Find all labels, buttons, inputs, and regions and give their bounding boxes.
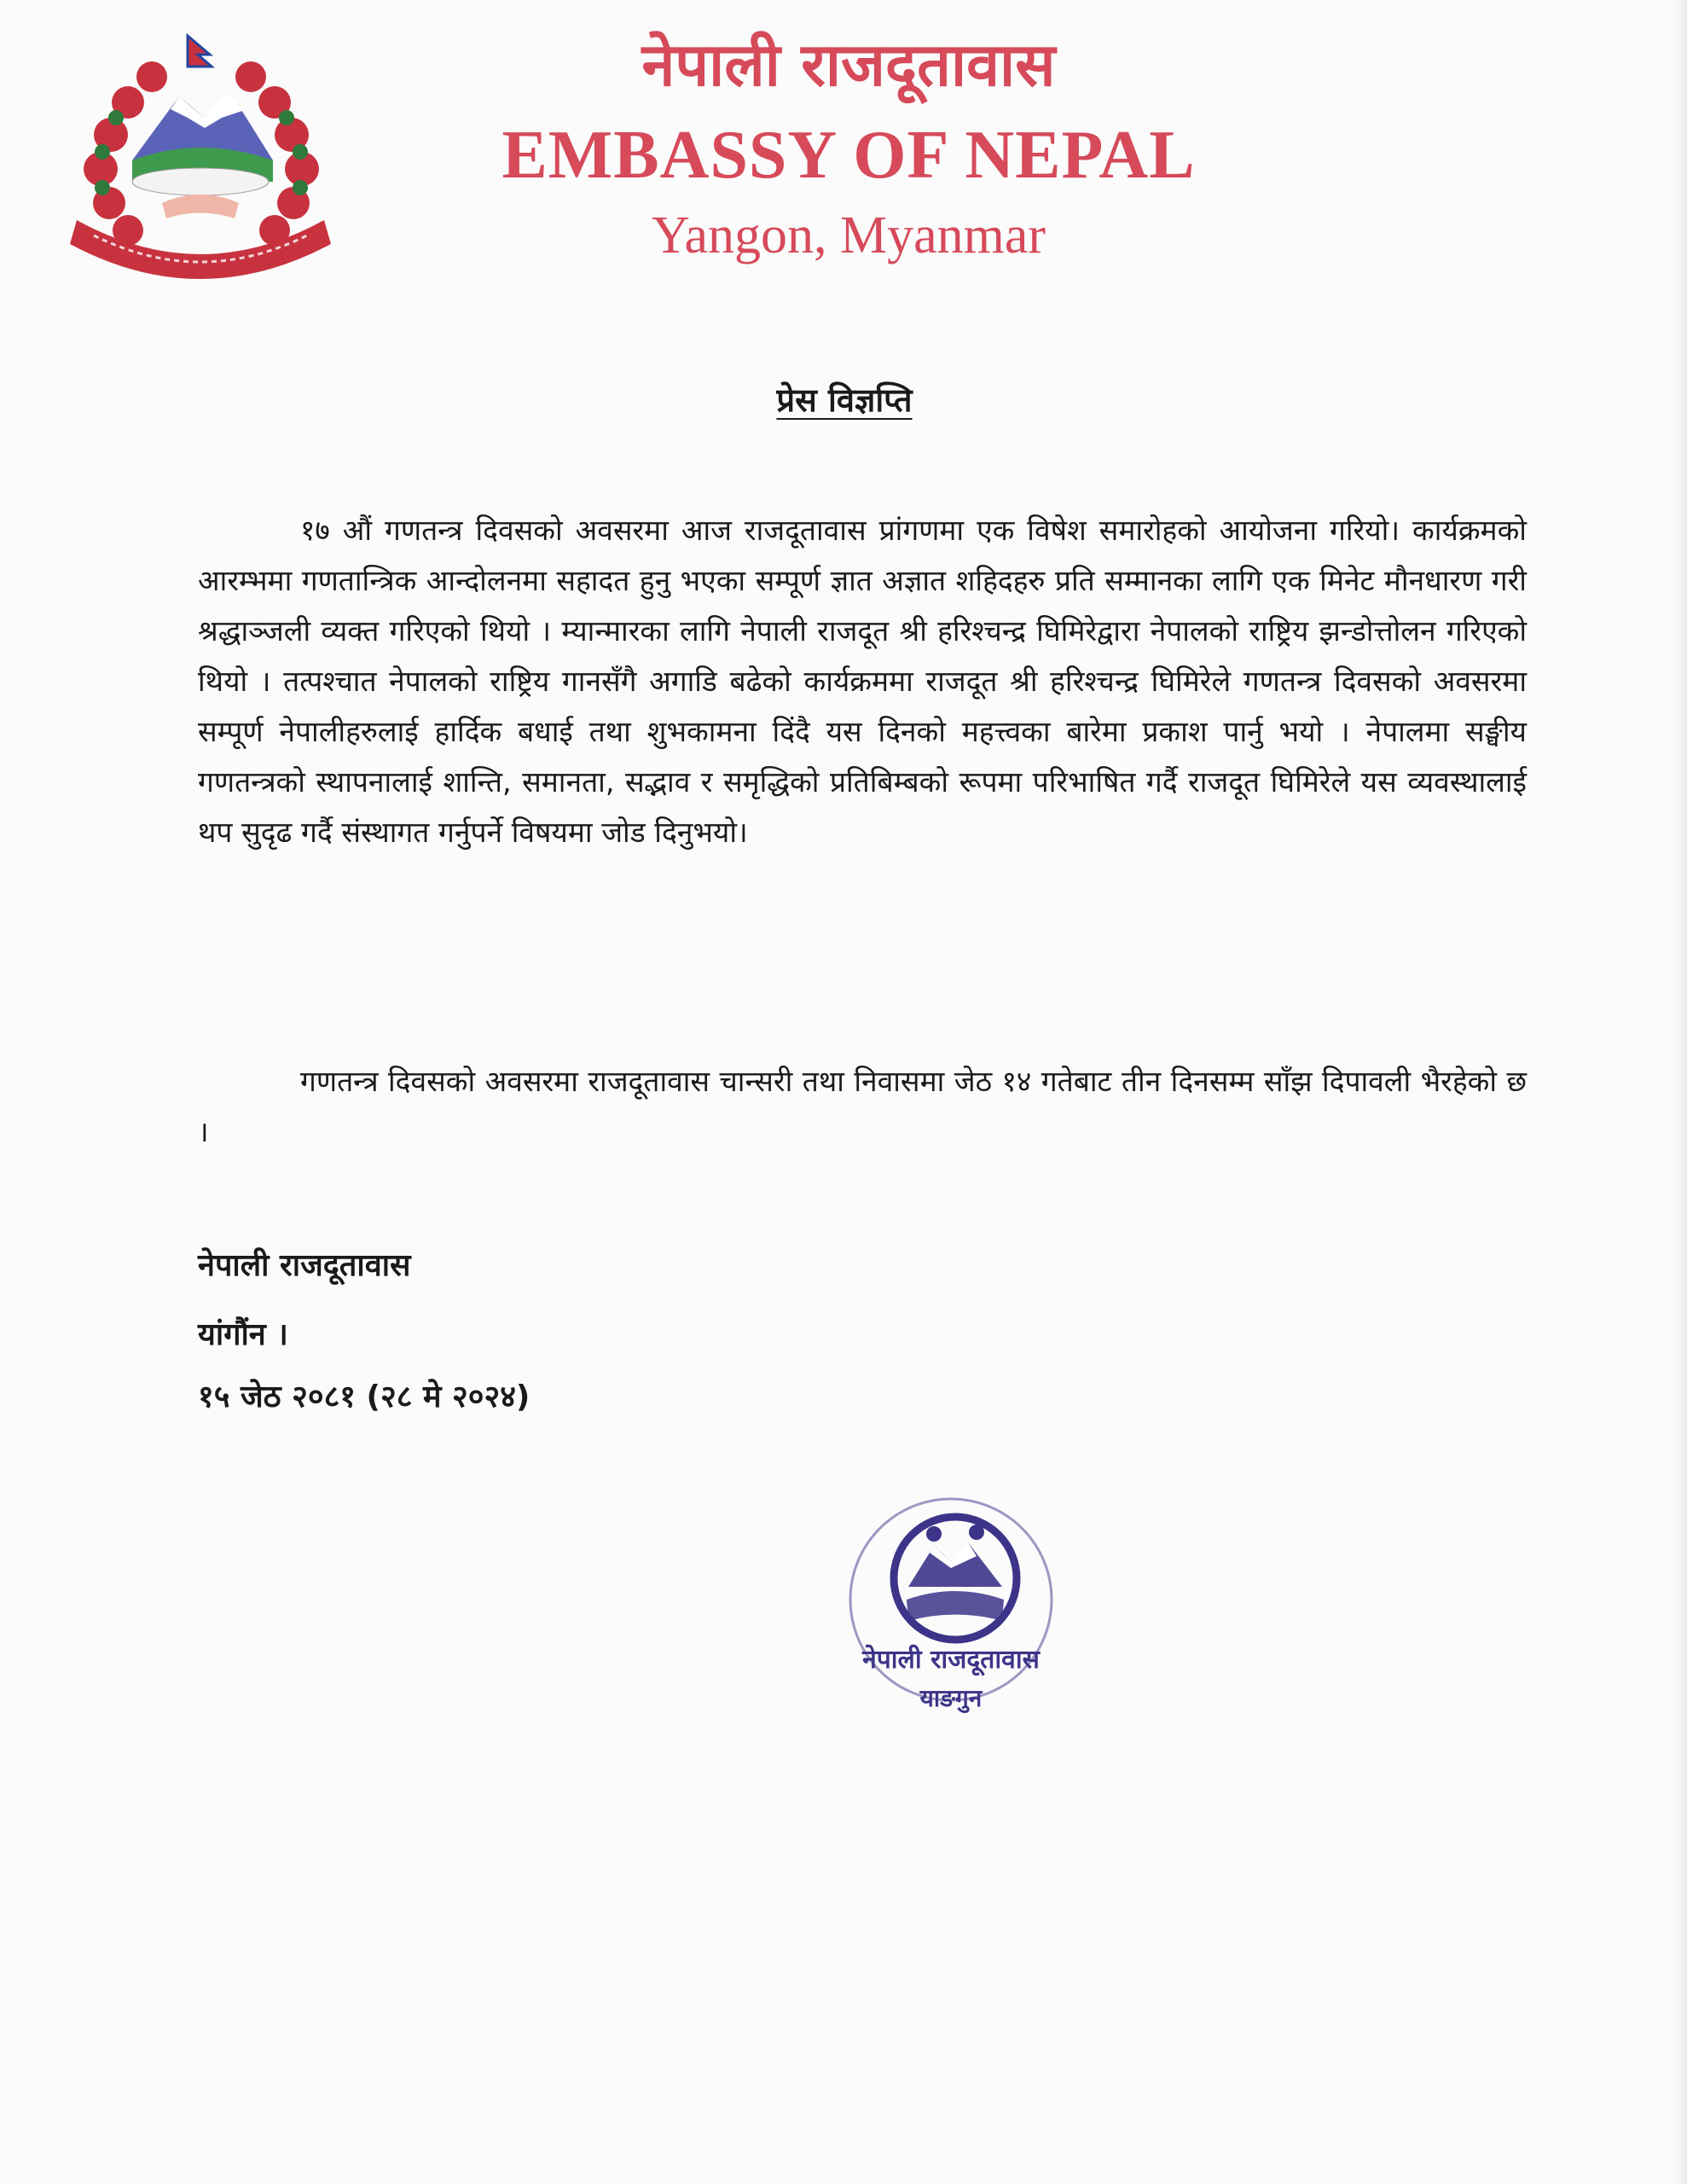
nepal-emblem-icon [60, 32, 341, 288]
signature-place: यांगौंन । [198, 1317, 288, 1352]
stamp-text-line2: याङगुन [919, 1684, 983, 1712]
letterhead-name-english: EMBASSY OF NEPAL [501, 118, 1196, 193]
page-edge-shadow [1675, 0, 1687, 2184]
stamp-text-line1: नेपाली राजदूतावास [862, 1645, 1040, 1675]
body-paragraph-2: गणतन्त्र दिवसको अवसरमा राजदूतावास चान्सरी तथा निवासमा जेठ १४ गतेबाट तीन दिनसम्म साँझ दिपावली भैरहेको छ । [198, 1065, 1527, 1148]
document-heading-text: प्रेस विज्ञप्ति [776, 381, 913, 419]
body-paragraph-1: १७ औं गणतन्त्र दिवसको अवसरमा आज राजदूतावास प्रांगणमा एक विषेश समारोहको आयोजना गरियो। कार्यक्रमको आरम्भमा गणतान्त्रिक आन्दोलनमा सहादत हुनु भएका सम्पूर्ण ज्ञात अज्ञात शहिदहरु प्रति सम्मानका लागि एक मिनेट मौनधारण गरी श्रद्धाञ्जली व्यक्त गरिएको थियो । म्यान्मारका लागि नेपाली राजदूत श्री हरिश्चन्द्र घिमिरेद्वारा नेपालको राष्ट्रिय झन्डोत्तोलन गरिएको थियो । तत्पश्चात नेपालको राष्ट्रिय गानसँगै अगाडि बढेको कार्यक्रममा राजदूत श्री हरिश्चन्द्र घिमिरेले गणतन्त्र दिवसको अवसरमा सम्पूर्ण नेपालीहरुलाई हार्दिक बधाई तथा शुभकामना दिंदै यस दिनको महत्त्वका बारेमा प्रकाश पार्नु भयो । नेपालमा सङ्घीय गणतन्त्रको स्थापनालाई शान्ति, समानता, सद्भाव र समृद्धिको प्रतिबिम्बको रूपमा परिभाषित गर्दै राजदूत घिमिरेले यस व्यवस्थालाई थप सुदृढ गर्दै संस्थागत गर्नुपर्ने विषयमा जोड दिनुभयो। [198, 514, 1527, 849]
document-heading [665, 380, 1023, 421]
letterhead-city: Yangon, Myanmar [651, 206, 1046, 264]
signature-date: १५ जेठ २०८१ (२८ मे २०२४) [198, 1380, 530, 1414]
embassy-stamp-icon [840, 1493, 1062, 1740]
letterhead-name-nepali: नेपाली राजदूतावास [641, 30, 1056, 100]
signature-issuer: नेपाली राजदूतावास [198, 1248, 411, 1283]
